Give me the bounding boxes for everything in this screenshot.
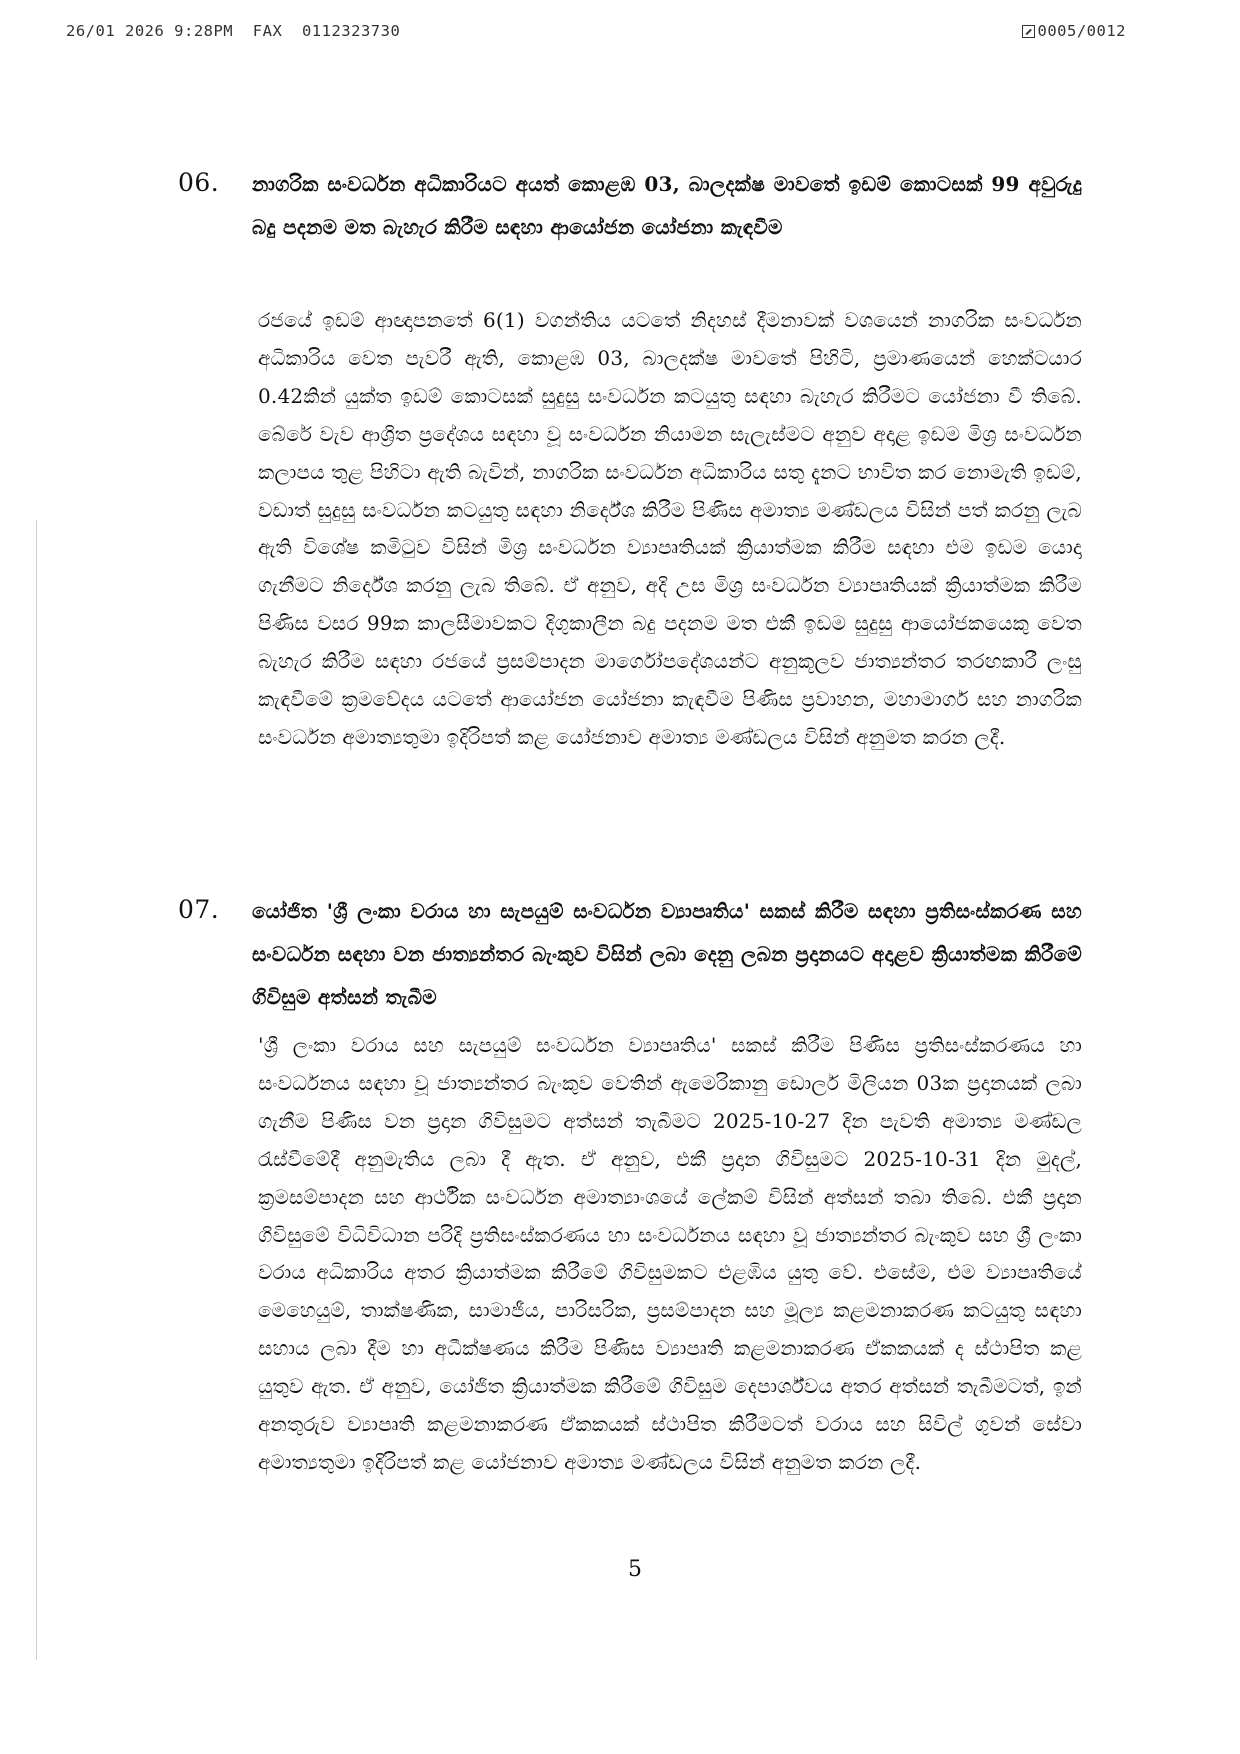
fax-page-counter: 0005/0012 <box>1037 22 1126 40</box>
fax-transmission-line: 26/01 2026 9:28PM FAX 0112323730 <box>66 22 401 40</box>
item-heading: නාගරික සංවර්ධන අධිකාරියට අයත් කොළඹ 03, බාලදක්ෂ මාවතේ ඉඩම් කොටසක් 99 අවුරුදු බදු පදනම මත බැහැර කිරීම සඳහා ආයෝජන යෝජනා කැඳවීම <box>252 172 1082 239</box>
fax-header <box>66 22 1126 46</box>
page-number: 5 <box>628 1557 642 1582</box>
item-body: රජයේ ඉඩම් ආඥාපනතේ 6(1) වගන්තිය යටතේ නිදහස් දීමනාවක් වශයෙන් නාගරික සංවර්ධන අධිකාරිය වෙත පැවරී ඇති, කොළඹ 03, බාලදක්ෂ මාවතේ පිහිටි, ප්‍රමාණයෙන් හෙක්ටයාර 0.42කින් යුක්ත ඉඩම් කොටසක් සුදුසු සංවර්ධන කටයුතු සඳහා බැහැර කිරීමට යෝජනා වී තිබේ. බේරේ වැව ආශ්‍රිත ප්‍රදේශය සඳහා වූ සංවර්ධන නියාමන සැලැස්මට අනුව අදාළ ඉඩම මිශ්‍ර සංවර්ධන කලාපය තුළ පිහිටා ඇති බැවින්, නාගරික සංවර්ධන අධිකාරිය සතු දැනට භාවිත කර නොමැති ඉඩම්, වඩාත් සුදුසු සංවර්ධන කටයුතු සඳහා නිර්දේශ කිරීම පිණිස අමාත්‍ය මණ්ඩලය විසින් පත් කරනු ලැබ ඇති විශේෂ කමිටුව විසින් මිශ්‍ර සංවර්ධන ව්‍යාපෘතියක් ක්‍රියාත්මක කිරීම සඳහා එම ඉඩම යොදා ගැනීමට නිර්දේශ කරනු ලැබ තිබේ. ඒ අනුව, අදි උස මිශ්‍ර සංවර්ධන ව්‍යාපෘතියක් ක්‍රියාත්මක කිරීම පිණිස වසර 99ක කාලසීමාවකට දිගුකාලීන බදු පදනම මත එකී ඉඩම සුදුසු ආයෝජකයෙකු වෙත බැහැර කිරීම සඳහා රජයේ ප්‍රසම්පාදන මාර්ගෝපදේශයන්ට අනුකූලව ජාත්‍යන්තර තරඟකාරී ලංසු කැඳවීමේ ක්‍රමවේදය යටතේ ආයෝජන යෝජනා කැඳවීම පිණිස ප්‍රවාහන, මහාමාර්ග සහ නාගරික සංවර්ධන අමාත්‍යතුමා ඉදිරිපත් කළ යෝජනාව අමාත්‍ය මණ්ඩලය විසින් අනුමත කරන ලදී. <box>258 308 1082 749</box>
scan-edge-line <box>36 520 37 1660</box>
item-heading: යෝජිත 'ශ්‍රී ලංකා වරාය හා සැපයුම් සංවර්ධන ව්‍යාපෘතිය' සකස් කිරීම සඳහා ප්‍රතිසංස්කරණ සහ සංවර්ධන සඳහා වන ජාත්‍යන්තර බැංකුව විසින් ලබා දෙනු ලබන ප්‍රදානයට අදාළව ක්‍රියාත්මක කිරීමේ ගිවිසුම අත්සන් තැබීම <box>252 899 1082 1009</box>
item-number: 06. <box>178 168 220 197</box>
item-number: 07. <box>178 895 220 924</box>
fax-page-counter-group <box>1022 22 1127 40</box>
item-body: 'ශ්‍රී ලංකා වරාය සහ සැපයුම් සංවර්ධන ව්‍යාපෘතිය' සකස් කිරීම පිණිස ප්‍රතිසංස්කරණය හා සංවර්ධනය සඳහා වූ ජාත්‍යන්තර බැංකුව වෙතින් ඇමෙරිකානු ඩොලර් මිලියන 03ක ප්‍රදානයක් ලබා ගැනීම පිණිස වන ප්‍රදාන ගිවිසුමට අත්සන් තැබීමට 2025-10-27 දින පැවති අමාත්‍ය මණ්ඩල රැස්වීමේදී අනුමැතිය ලබා දී ඇත. ඒ අනුව, එකී ප්‍රදාන ගිවිසුමට 2025-10-31 දින මුදල්, ක්‍රමසම්පාදන සහ ආර්ථික සංවර්ධන අමාත්‍යාංශයේ ලේකම් විසින් අත්සන් තබා තිබේ. එකී ප්‍රදාන ගිවිසුමේ විධිවිධාන පරිදි ප්‍රතිසංස්කරණය හා සංවර්ධනය සඳහා වූ ජාත්‍යන්තර බැංකුව සහ ශ්‍රී ලංකා වරාය අධිකාරිය අතර ක්‍රියාත්මක කිරීමේ ගිවිසුමකට එළඹිය යුතු වේ. එසේම, එම ව්‍යාපෘතියේ මෙහෙයුම්, තාක්ෂණික, සාමාජීය, පාරිසරික, ප්‍රසම්පාදන සහ මූල්‍ය කළමනාකරණ කටයුතු සඳහා සහාය ලබා දීම හා අධීක්ෂණය කිරීම පිණිස ව්‍යාපෘති කළමනාකරණ ඒකකයක් ද ස්ථාපිත කළ යුතුව ඇත. ඒ අනුව, යෝජිත ක්‍රියාත්මක කිරීමේ ගිවිසුම දෙපාර්ශ්වය අතර අත්සන් තැබීමටත්, ඉන් අනතුරුව ව්‍යාපෘති කළමනාකරණ ඒකකයක් ස්ථාපිත කිරීමටත් වරාය සහ සිවිල් ගුවන් සේවා අමාත්‍යතුමා ඉදිරිපත් කළ යෝජනාව අමාත්‍ය මණ්ඩලය විසින් අනුමත කරන ලදී. <box>258 1033 1082 1474</box>
fax-page-icon <box>1022 25 1035 38</box>
